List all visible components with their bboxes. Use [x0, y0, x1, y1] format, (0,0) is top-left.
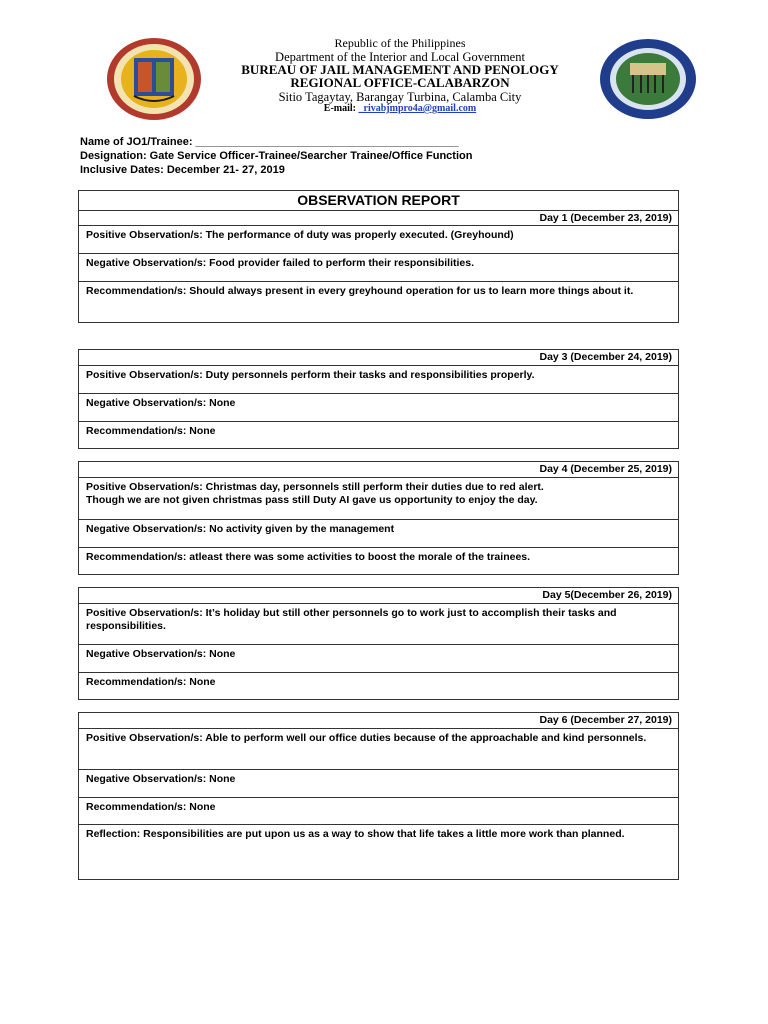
- day-label: Day 5(December 26, 2019): [542, 589, 672, 601]
- negative-observation: Negative Observation/s: None: [79, 769, 678, 797]
- negative-observation: Negative Observation/s: Food provider failed to perform their responsibilities.: [79, 253, 678, 281]
- header-department: Department of the Interior and Local Government: [275, 50, 525, 64]
- reflection: Reflection: Responsibilities are put upon us as a way to show that life takes a little more work than planned.: [79, 824, 678, 879]
- day-label: Day 6 (December 27, 2019): [539, 714, 672, 726]
- recommendation: Recommendation/s: None: [79, 797, 678, 824]
- header-regional-office: REGIONAL OFFICE-CALABARZON: [290, 75, 510, 90]
- header-bureau: BUREAU OF JAIL MANAGEMENT AND PENOLOGY: [241, 62, 559, 77]
- observation-block-day3: [78, 349, 679, 449]
- day-label: Day 1 (December 23, 2019): [79, 210, 678, 225]
- recommendation: Recommendation/s: atleast there was some activities to boost the morale of the trainees.: [79, 547, 678, 574]
- header-email-line: [200, 103, 600, 114]
- email-link[interactable]: _rivabjmpro4a@gmail.com: [358, 103, 477, 114]
- report-title: OBSERVATION REPORT: [297, 192, 460, 208]
- header-address: Sitio Tagaytay, Barangay Turbina, Calamba City: [278, 90, 522, 104]
- positive-observation-line1: Positive Observation/s: Christmas day, personnels still perform their duties due to red alert.: [86, 481, 544, 493]
- negative-observation: Negative Observation/s: No activity given by the management: [79, 519, 678, 547]
- positive-observation-line2: Though we are not given christmas pass still Duty AI gave us opportunity to enjoy the day.: [86, 494, 538, 506]
- trainee-name-field: Name of JO1/Trainee: ___________________________________________: [80, 136, 459, 148]
- observation-block-day1: [78, 190, 679, 323]
- recommendation: Recommendation/s: Should always present in every greyhound operation for us to learn more things about it.: [79, 281, 678, 322]
- positive-observation: [79, 477, 678, 519]
- designation-line: Designation: Gate Service Officer-Trainee/Searcher Trainee/Office Function: [80, 150, 473, 162]
- bjmp-training-seal-icon: [104, 36, 204, 122]
- inclusive-dates-line: Inclusive Dates: December 21- 27, 2019: [80, 164, 285, 176]
- recommendation: Recommendation/s: None: [79, 672, 678, 699]
- recommendation: Recommendation/s: None: [79, 421, 678, 448]
- email-label: E-mail:: [323, 103, 356, 114]
- positive-observation: Positive Observation/s: The performance of duty was properly executed. (Greyhound): [79, 225, 678, 253]
- day-label: Day 3 (December 24, 2019): [539, 351, 672, 363]
- observation-block-day6: [78, 712, 679, 880]
- positive-observation: Positive Observation/s: Duty personnels perform their tasks and responsibilities properly.: [79, 365, 678, 393]
- observation-block-day4: [78, 461, 679, 575]
- positive-observation: Positive Observation/s: Able to perform well our office duties because of the approachable and kind personnels.: [79, 728, 678, 769]
- header-republic: Republic of the Philippines: [334, 36, 466, 50]
- observation-block-day5: [78, 587, 679, 700]
- day-label: Day 4 (December 25, 2019): [539, 463, 672, 475]
- negative-observation: Negative Observation/s: None: [79, 644, 678, 672]
- bjmp-seal-icon: [597, 37, 699, 121]
- negative-observation: Negative Observation/s: None: [79, 393, 678, 421]
- positive-observation: Positive Observation/s: It’s holiday but still other personnels go to work just to accomplish their tasks and responsibilities.: [79, 603, 678, 644]
